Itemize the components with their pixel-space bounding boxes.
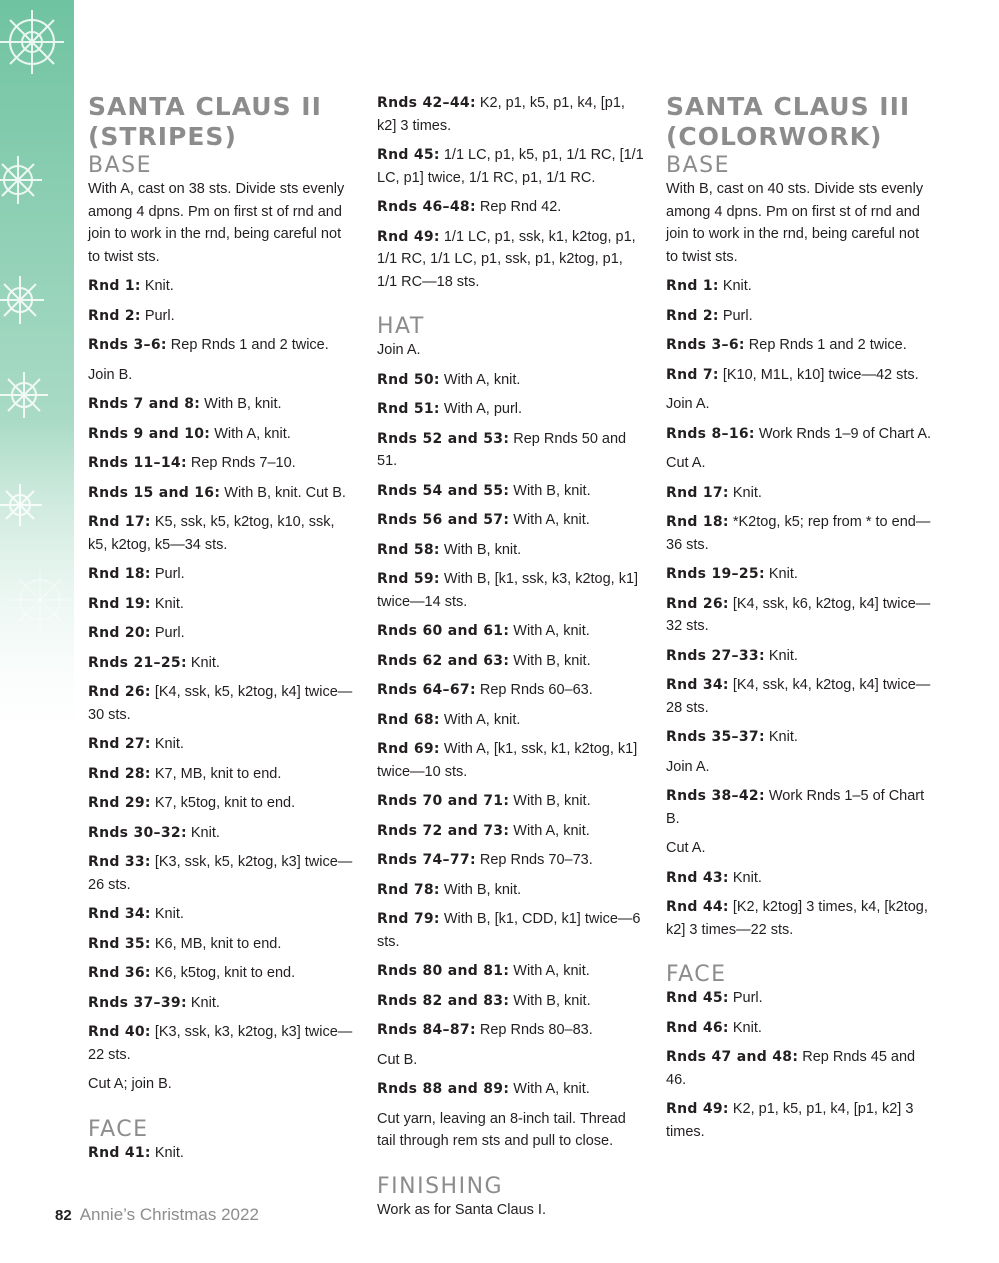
instruction-text: With B, [k1, CDD, k1] twice—6 sts. xyxy=(377,911,641,950)
round-label: Rnd 46: xyxy=(666,1019,729,1036)
instruction-text: With B, knit. xyxy=(509,482,591,499)
instruction-line xyxy=(88,334,356,357)
instruction-line xyxy=(88,851,356,896)
instruction-line xyxy=(377,509,645,532)
pattern-title: SANTA CLAUS II (STRIPES) xyxy=(88,92,322,151)
round-label: Rnds 84–87: xyxy=(377,1022,476,1038)
instruction-text: *K2tog, k5; rep from * to end—36 sts. xyxy=(666,514,931,553)
instruction-line xyxy=(666,364,934,387)
instruction-line xyxy=(666,275,934,298)
instruction-line xyxy=(88,511,356,556)
instruction-text: Purl. xyxy=(140,307,175,324)
instruction-text: Rep Rnds 80–83. xyxy=(475,1022,593,1038)
round-label: Rnd 34: xyxy=(88,906,151,922)
round-label: Rnds 74–77: xyxy=(377,852,476,868)
instruction-text: With A, knit. xyxy=(509,822,590,839)
instruction-text: [K3, ssk, k5, k2tog, k3] twice—26 sts. xyxy=(88,854,353,893)
section-heading: BASE xyxy=(88,153,153,178)
instruction-text: Knit. xyxy=(728,869,762,886)
instruction-text: Knit. xyxy=(150,736,184,752)
instruction-line xyxy=(377,820,645,843)
round-label: Rnd 45: xyxy=(377,147,440,163)
round-label: Rnd 7: xyxy=(666,366,719,383)
instruction-text: K2, p1, k5, p1, k4, [p1, k2] 3 times. xyxy=(377,95,625,134)
instruction-text: K7, k5tog, knit to end. xyxy=(150,795,296,811)
instruction-line xyxy=(666,1017,934,1040)
instruction-line xyxy=(88,792,356,815)
instruction-line xyxy=(88,822,356,845)
round-label: Rnds 8–16: xyxy=(666,425,755,442)
instruction-line xyxy=(88,178,356,268)
column-continued xyxy=(377,92,645,1221)
instruction-text: Knit. xyxy=(728,1019,762,1036)
instruction-text: [K2, k2tog] 3 times, k4, [k2tog, k2] 3 times—22 sts. xyxy=(666,899,928,938)
section-heading: FACE xyxy=(666,962,727,987)
round-label: Rnd 34: xyxy=(666,677,729,693)
round-label: Rnd 2: xyxy=(666,307,719,324)
round-label: Rnd 18: xyxy=(666,514,729,530)
round-label: Rnd 40: xyxy=(88,1024,151,1040)
instruction-line xyxy=(666,987,934,1010)
instruction-text: Purl. xyxy=(718,307,753,324)
instruction-text: Rep Rnds 1 and 2 twice. xyxy=(744,337,907,353)
instruction-line xyxy=(377,709,645,732)
instruction-line xyxy=(377,398,645,421)
instruction-line xyxy=(377,1199,645,1222)
instruction-text: With B, knit. xyxy=(200,396,282,412)
instruction-text: Rep Rnds 1 and 2 twice. xyxy=(166,337,329,353)
instruction-line xyxy=(666,305,934,328)
instruction-text: Join A. xyxy=(666,758,710,775)
instruction-line xyxy=(666,452,934,475)
round-label: Rnd 58: xyxy=(377,541,440,558)
instruction-line xyxy=(666,645,934,668)
round-label: Rnd 17: xyxy=(88,514,151,530)
page-footer xyxy=(55,1205,259,1225)
instruction-line xyxy=(666,482,934,505)
instruction-text: Purl. xyxy=(728,990,763,1006)
column-2-sections xyxy=(377,92,645,1221)
instruction-line xyxy=(377,568,645,613)
instruction-text: 1/1 LC, p1, ssk, k1, k2tog, p1, 1/1 RC, 1/1 LC, p1, ssk, p1, k2tog, p1, 1/1 RC—18 sts. xyxy=(377,228,636,290)
round-label: Rnds 54 and 55: xyxy=(377,482,510,499)
instruction-line xyxy=(377,908,645,953)
instruction-text: Work as for Santa Claus I. xyxy=(377,1201,546,1218)
instruction-text: With A, knit. xyxy=(509,623,590,639)
instruction-text: With B, knit. xyxy=(509,652,591,669)
round-label: Rnds 19–25: xyxy=(666,566,765,582)
instruction-line xyxy=(377,620,645,643)
round-label: Rnd 33: xyxy=(88,854,151,870)
instruction-text: With A, purl. xyxy=(439,401,523,417)
instruction-line xyxy=(666,674,934,719)
instruction-text: Join A. xyxy=(377,342,421,358)
instruction-text: Work Rnds 1–5 of Chart B. xyxy=(666,788,925,827)
instruction-text: [K4, ssk, k5, k2tog, k4] twice—30 sts. xyxy=(88,684,353,723)
round-label: Rnd 1: xyxy=(88,278,141,294)
round-label: Rnd 79: xyxy=(377,911,440,927)
round-label: Rnd 68: xyxy=(377,711,440,728)
column-santa-claus-iii xyxy=(666,92,934,1143)
instruction-line xyxy=(88,275,356,298)
instruction-line xyxy=(666,785,934,830)
instruction-line xyxy=(88,652,356,675)
instruction-text: Knit. xyxy=(186,994,220,1011)
instruction-line xyxy=(377,480,645,503)
round-label: Rnd 19: xyxy=(88,595,151,612)
instruction-text: Knit. xyxy=(764,566,798,582)
round-label: Rnds 30–32: xyxy=(88,824,187,841)
instruction-line xyxy=(377,679,645,702)
round-label: Rnd 49: xyxy=(666,1101,729,1117)
round-label: Rnds 7 and 8: xyxy=(88,396,201,412)
round-label: Rnd 51: xyxy=(377,401,440,417)
instruction-line xyxy=(377,990,645,1013)
instruction-line xyxy=(666,511,934,556)
round-label: Rnd 49: xyxy=(377,228,440,245)
round-label: Rnds 56 and 57: xyxy=(377,512,510,528)
instruction-text: Work Rnds 1–9 of Chart A. xyxy=(754,425,932,442)
instruction-line xyxy=(377,1078,645,1101)
instruction-line xyxy=(88,1142,356,1165)
round-label: Rnd 20: xyxy=(88,625,151,641)
round-label: Rnd 2: xyxy=(88,307,141,324)
instruction-text: K5, ssk, k5, k2tog, k10, ssk, k5, k2tog, k5—34 sts. xyxy=(88,514,335,553)
instruction-line xyxy=(377,790,645,813)
instruction-text: [K3, ssk, k3, k2tog, k3] twice—22 sts. xyxy=(88,1024,353,1063)
round-label: Rnd 59: xyxy=(377,571,440,587)
round-label: Rnds 62 and 63: xyxy=(377,652,510,669)
round-label: Rnds 3–6: xyxy=(88,337,167,353)
instruction-line xyxy=(377,849,645,872)
instruction-line xyxy=(666,563,934,586)
round-label: Rnd 26: xyxy=(88,684,151,700)
instruction-line xyxy=(666,726,934,749)
round-label: Rnds 27–33: xyxy=(666,647,765,664)
instruction-line xyxy=(88,393,356,416)
instruction-text: Purl. xyxy=(150,625,185,641)
instruction-text: Rep Rnds 70–73. xyxy=(475,852,593,868)
instruction-text: Purl. xyxy=(150,566,185,582)
pattern-title: SANTA CLAUS III (COLORWORK) xyxy=(666,92,911,151)
instruction-text: K7, MB, knit to end. xyxy=(150,765,282,782)
instruction-text: With A, knit. xyxy=(210,425,291,442)
instruction-text: With B, cast on 40 sts. Divide sts evenly among 4 dpns. Pm on first st of rnd and join to work in the rnd, being careful not to twist sts. xyxy=(666,181,924,265)
instruction-line xyxy=(377,1049,645,1072)
instruction-line xyxy=(88,992,356,1015)
instruction-text: With B, [k1, ssk, k3, k2tog, k1] twice—14 sts. xyxy=(377,571,639,610)
instruction-line xyxy=(377,92,645,137)
instruction-text: With B, knit. xyxy=(439,541,522,558)
instruction-text: Rep Rnds 60–63. xyxy=(475,682,593,698)
instruction-text: K6, k5tog, knit to end. xyxy=(150,965,296,981)
instruction-text: With B, knit. xyxy=(509,992,591,1009)
round-label: Rnd 78: xyxy=(377,881,440,898)
instruction-line xyxy=(666,837,934,860)
instruction-line xyxy=(377,1019,645,1042)
instruction-line xyxy=(88,364,356,387)
page-number: 82 xyxy=(55,1207,72,1224)
instruction-line xyxy=(666,423,934,446)
round-label: Rnds 3–6: xyxy=(666,337,745,353)
instruction-text: Rep Rnd 42. xyxy=(475,199,562,215)
round-label: Rnd 35: xyxy=(88,935,151,952)
instruction-text: Rep Rnds 7–10. xyxy=(186,455,296,471)
instruction-line xyxy=(88,482,356,505)
round-label: Rnds 52 and 53: xyxy=(377,430,510,447)
round-label: Rnd 44: xyxy=(666,899,729,915)
round-label: Rnd 50: xyxy=(377,371,440,388)
round-label: Rnd 28: xyxy=(88,765,151,782)
instruction-line xyxy=(377,879,645,902)
instruction-line xyxy=(377,226,645,294)
instruction-line xyxy=(666,896,934,941)
instruction-line xyxy=(666,393,934,416)
instruction-line xyxy=(666,593,934,638)
instruction-line xyxy=(88,681,356,726)
instruction-text: Knit. xyxy=(718,278,752,294)
instruction-line xyxy=(88,763,356,786)
instruction-line xyxy=(88,1073,356,1096)
instruction-text: 1/1 LC, p1, k5, p1, 1/1 RC, [1/1 LC, p1] twice, 1/1 RC, p1, 1/1 RC. xyxy=(377,147,644,186)
instruction-text: Knit. xyxy=(150,595,184,612)
instruction-line xyxy=(88,563,356,586)
instruction-text: Cut B. xyxy=(377,1051,418,1068)
round-label: Rnd 26: xyxy=(666,595,729,612)
instruction-line xyxy=(88,903,356,926)
instruction-text: With A, knit. xyxy=(439,371,521,388)
instruction-line xyxy=(666,756,934,779)
instruction-text: Knit. xyxy=(764,729,798,745)
instruction-text: Knit. xyxy=(186,654,220,671)
instruction-text: Rep Rnds 45 and 46. xyxy=(666,1049,916,1088)
instruction-line xyxy=(88,622,356,645)
round-label: Rnds 88 and 89: xyxy=(377,1081,510,1097)
instruction-text: Cut A. xyxy=(666,840,706,856)
column-santa-claus-ii xyxy=(88,92,356,1164)
round-label: Rnd 36: xyxy=(88,965,151,981)
instruction-text: With B, knit. Cut B. xyxy=(220,484,346,501)
round-label: Rnds 60 and 61: xyxy=(377,623,510,639)
round-label: Rnds 11–14: xyxy=(88,455,187,471)
instruction-text: With A, cast on 38 sts. Divide sts evenly among 4 dpns. Pm on first st of rnd and join to work in the rnd, being careful not to twist sts. xyxy=(88,181,345,265)
instruction-text: Knit. xyxy=(150,906,184,922)
instruction-line xyxy=(377,144,645,189)
round-label: Rnd 1: xyxy=(666,278,719,294)
instruction-text: Knit. xyxy=(150,1144,184,1161)
instruction-line xyxy=(377,960,645,983)
instruction-line xyxy=(377,1108,645,1153)
instruction-line xyxy=(88,305,356,328)
column-1-sections xyxy=(88,154,356,1164)
instruction-text: [K10, M1L, k10] twice—42 sts. xyxy=(718,366,919,383)
round-label: Rnd 45: xyxy=(666,990,729,1006)
instruction-text: With B, knit. xyxy=(509,793,591,809)
instruction-text: With B, knit. xyxy=(439,881,522,898)
round-label: Rnds 42–44: xyxy=(377,95,476,111)
instruction-text: Cut A. xyxy=(666,455,706,471)
round-label: Rnds 38–42: xyxy=(666,788,765,804)
section-heading: BASE xyxy=(666,153,731,178)
instruction-line xyxy=(88,423,356,446)
round-label: Rnd 27: xyxy=(88,736,151,752)
instruction-line xyxy=(88,452,356,475)
instruction-text: With A, knit. xyxy=(439,711,521,728)
instruction-text: Knit. xyxy=(140,278,174,294)
column-3-sections xyxy=(666,154,934,1143)
instruction-line xyxy=(88,933,356,956)
instruction-text: K2, p1, k5, p1, k4, [p1, k2] 3 times. xyxy=(666,1101,914,1140)
instruction-line xyxy=(377,369,645,392)
instruction-text: With A, knit. xyxy=(509,963,590,979)
round-label: Rnds 35–37: xyxy=(666,729,765,745)
round-label: Rnd 17: xyxy=(666,484,729,501)
section-heading: FINISHING xyxy=(377,1173,504,1199)
instruction-text: Knit. xyxy=(764,647,798,664)
round-label: Rnd 29: xyxy=(88,795,151,811)
instruction-line xyxy=(666,1098,934,1143)
instruction-text: Cut A; join B. xyxy=(88,1076,172,1092)
round-label: Rnds 80 and 81: xyxy=(377,963,510,979)
round-label: Rnds 70 and 71: xyxy=(377,793,510,809)
round-label: Rnd 41: xyxy=(88,1144,151,1161)
section-heading: FACE xyxy=(88,1116,149,1142)
instruction-text: Cut yarn, leaving an 8-inch tail. Thread tail through rem sts and pull to close. xyxy=(377,1110,626,1149)
publication-name: Annie’s Christmas 2022 xyxy=(79,1205,259,1224)
instruction-text: Knit. xyxy=(728,484,762,501)
instruction-line xyxy=(377,650,645,673)
round-label: Rnds 46–48: xyxy=(377,199,476,215)
instruction-line xyxy=(666,178,934,268)
instruction-text: K6, MB, knit to end. xyxy=(150,935,282,952)
instruction-line xyxy=(377,539,645,562)
instruction-text: Join A. xyxy=(666,396,710,412)
round-label: Rnds 37–39: xyxy=(88,994,187,1011)
round-label: Rnds 64–67: xyxy=(377,682,476,698)
instruction-line xyxy=(377,339,645,362)
round-label: Rnds 72 and 73: xyxy=(377,822,510,839)
instruction-text: With A, knit. xyxy=(509,512,590,528)
instruction-text: [K4, ssk, k4, k2tog, k4] twice—28 sts. xyxy=(666,677,931,716)
snowflake-decoration xyxy=(0,0,74,760)
instruction-line xyxy=(88,962,356,985)
instruction-text: Knit. xyxy=(186,824,220,841)
round-label: Rnds 15 and 16: xyxy=(88,484,221,501)
instruction-text: Join B. xyxy=(88,366,133,383)
instruction-line xyxy=(666,867,934,890)
instruction-line xyxy=(666,1046,934,1091)
round-label: Rnd 69: xyxy=(377,741,440,757)
instruction-text: With A, [k1, ssk, k1, k2tog, k1] twice—10 sts. xyxy=(377,741,638,780)
instruction-line xyxy=(377,428,645,473)
round-label: Rnds 21–25: xyxy=(88,654,187,671)
instruction-line xyxy=(377,196,645,219)
round-label: Rnds 82 and 83: xyxy=(377,992,510,1009)
round-label: Rnds 9 and 10: xyxy=(88,425,211,442)
instruction-text: Rep Rnds 50 and 51. xyxy=(377,430,627,469)
instruction-line xyxy=(666,334,934,357)
round-label: Rnd 43: xyxy=(666,869,729,886)
instruction-line xyxy=(377,738,645,783)
instruction-line xyxy=(88,593,356,616)
instruction-line xyxy=(88,1021,356,1066)
instruction-text: [K4, ssk, k6, k2tog, k4] twice—32 sts. xyxy=(666,595,931,634)
round-label: Rnd 18: xyxy=(88,566,151,582)
instruction-text: With A, knit. xyxy=(509,1081,590,1097)
instruction-line xyxy=(88,733,356,756)
section-heading: HAT xyxy=(377,314,425,339)
round-label: Rnds 47 and 48: xyxy=(666,1049,799,1065)
